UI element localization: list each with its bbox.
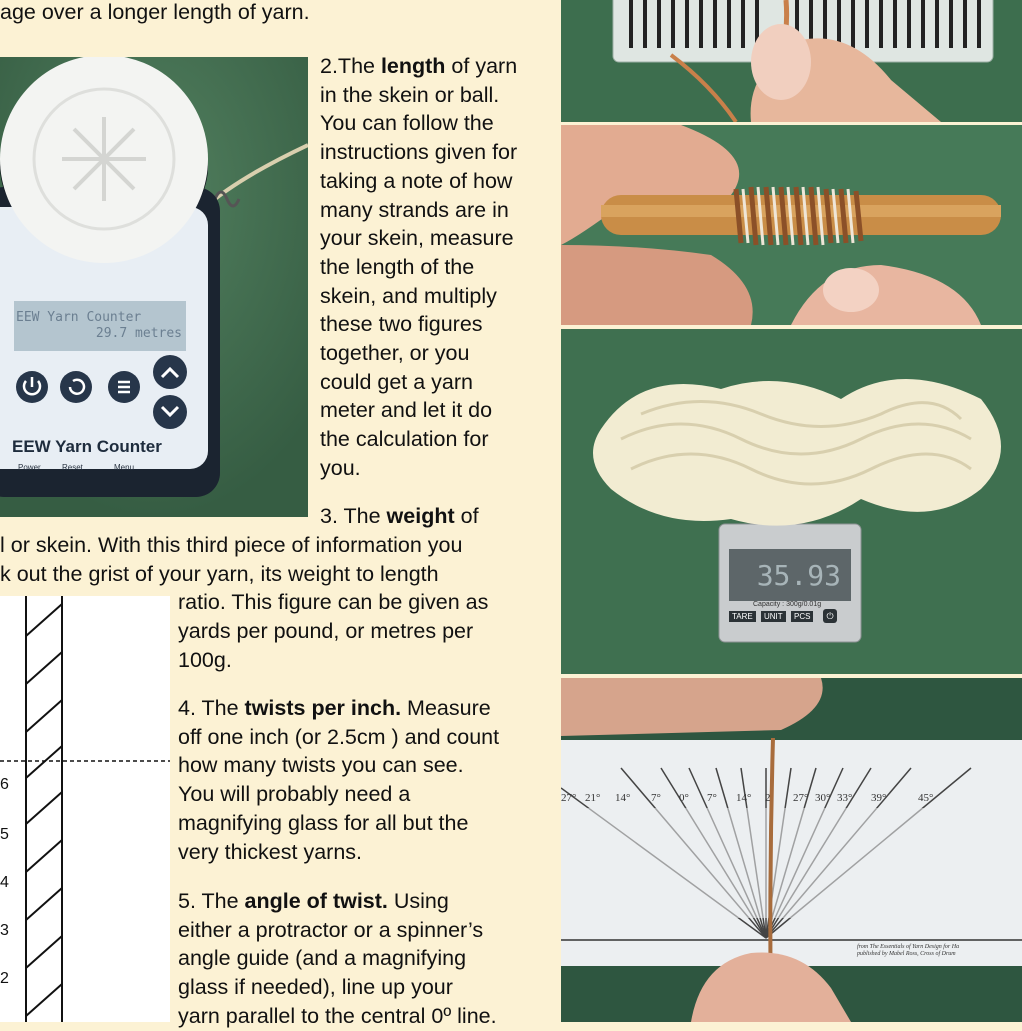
- angle-label: 27°: [793, 792, 809, 804]
- section4-line: off one inch (or 2.5cm ) and count: [178, 724, 500, 749]
- section4-bold: twists per inch.: [244, 696, 402, 720]
- section2-prefix: 2.The: [320, 54, 381, 78]
- section3-bold: weight: [386, 504, 455, 528]
- section4-line: magnifying glass for all but the: [178, 810, 469, 835]
- section3-line: ratio. This figure can be given as: [178, 590, 489, 615]
- diagram-tick-label: 5: [0, 826, 9, 843]
- section2-line: the calculation for: [320, 427, 489, 452]
- angle-footnote-line: published by Mabel Ross, Cross of Drum: [857, 951, 956, 957]
- angle-label: 14°: [615, 792, 631, 804]
- skein-on-scale-illustration: [561, 329, 1022, 674]
- scale-unit-button: UNIT: [761, 611, 786, 622]
- diagram-tick-label: 4: [0, 874, 9, 891]
- section2-heading: [320, 52, 517, 81]
- counter-brand: EEW Yarn Counter: [12, 437, 162, 456]
- angle-label: 21°: [585, 792, 601, 804]
- section5-line: angle guide (and a magnifying: [178, 946, 467, 971]
- section2-line: you.: [320, 455, 361, 480]
- section3-body: [178, 588, 488, 674]
- section3-heading: [320, 502, 479, 531]
- section3-line: yards per pound, or metres per: [178, 619, 474, 644]
- wpi-stick-illustration: [561, 125, 1022, 325]
- counter-screen-line2: 29.7 metres: [95, 326, 182, 341]
- section2-bold: length: [380, 54, 446, 78]
- scale-display: 35.93: [756, 559, 841, 592]
- angle-label: 27°: [561, 792, 577, 804]
- section2-line: together, or you: [320, 341, 470, 366]
- yarn-gauge-illustration: [561, 0, 1022, 122]
- skein-on-scale-photo: [561, 329, 1022, 674]
- section5-body: [178, 916, 497, 1031]
- section3-full-line: l or skein. With this third piece of information you: [0, 533, 463, 557]
- section2-line: taking a note of how: [320, 168, 513, 193]
- section2-suffix: of yarn: [445, 54, 518, 78]
- angle-label: 14°: [736, 792, 752, 804]
- section4-line: how many twists you can see.: [178, 753, 464, 778]
- angle-label: 7°: [707, 792, 717, 804]
- yarn-gauge-photo: [561, 0, 1022, 122]
- section3-line: 100g.: [178, 647, 232, 672]
- diagram-tick-label: 6: [0, 776, 9, 793]
- section2-line: instructions given for: [320, 140, 518, 165]
- counter-btn-reset: Reset: [62, 463, 83, 472]
- yarn-counter-photo: [0, 57, 308, 517]
- intro-line: age over a longer length of yarn.: [0, 0, 310, 24]
- counter-btn-power: Power: [18, 463, 41, 472]
- section2-line: meter and let it do: [320, 398, 493, 423]
- wpi-stick-photo: [561, 125, 1022, 325]
- section2-line: your skein, measure: [320, 226, 514, 251]
- diagram-tick-label: 3: [0, 922, 9, 939]
- diagram-tick-label: 2: [0, 970, 9, 987]
- angle-label: 45°: [918, 792, 934, 804]
- twist-diagram: [0, 596, 170, 1022]
- section2-body: [320, 81, 517, 483]
- section3-full-line: k out the grist of your yarn, its weight to length: [0, 561, 439, 586]
- section4-line: very thickest yarns.: [178, 839, 362, 864]
- section2-line: could get a yarn: [320, 369, 473, 394]
- angle-label: 2: [765, 792, 771, 804]
- angle-footnote-line: from The Essentials of Yarn Design for Ha: [857, 944, 960, 950]
- scale-tare-button: TARE: [729, 611, 756, 622]
- section5-prefix: 5. The: [178, 889, 245, 913]
- section5-suffix: Using: [387, 889, 449, 913]
- section2-line: these two figures: [320, 312, 483, 337]
- section2-line: You can follow the: [320, 111, 494, 136]
- section5-line: yarn parallel to the central 0º line.: [178, 1003, 497, 1028]
- counter-screen: [16, 310, 182, 342]
- angle-label: 33°: [837, 792, 853, 804]
- section2-line: many strands are in: [320, 197, 509, 222]
- section2-line: the length of the: [320, 254, 475, 279]
- section2-line: skein, and multiply: [320, 283, 497, 308]
- section4-body: [178, 723, 499, 867]
- counter-screen-line1: EEW Yarn Counter: [16, 310, 142, 325]
- angle-guide-illustration: [561, 678, 1022, 1022]
- section3-prefix: 3. The: [320, 504, 387, 528]
- twist-diagram-graphic: [0, 596, 170, 1022]
- angle-guide-footnote: [857, 944, 959, 958]
- angle-label: 0°: [679, 792, 689, 804]
- section4-line: You will probably need a: [178, 782, 411, 807]
- section4-prefix: 4. The: [178, 696, 245, 720]
- angle-label: 30°: [815, 792, 831, 804]
- section2-line: in the skein or ball.: [320, 82, 500, 107]
- section4-suffix: Measure: [401, 696, 491, 720]
- angle-label: 39°: [871, 792, 887, 804]
- section5-bold: angle of twist.: [244, 889, 388, 913]
- scale-power-icon: ⏻: [823, 609, 837, 623]
- section3-suffix: of: [454, 504, 479, 528]
- scale-pcs-button: PCS: [791, 611, 813, 622]
- section4-heading: [178, 694, 491, 723]
- counter-btn-menu: Menu: [114, 463, 135, 472]
- section5-line: either a protractor or a spinner’s: [178, 917, 484, 942]
- scale-capacity: Capacity : 300g/0.01g: [753, 601, 822, 608]
- section5-heading: [178, 887, 449, 916]
- angle-label: 7°: [651, 792, 661, 804]
- angle-guide-photo: [561, 678, 1022, 1022]
- section5-line: glass if needed), line up your: [178, 975, 453, 1000]
